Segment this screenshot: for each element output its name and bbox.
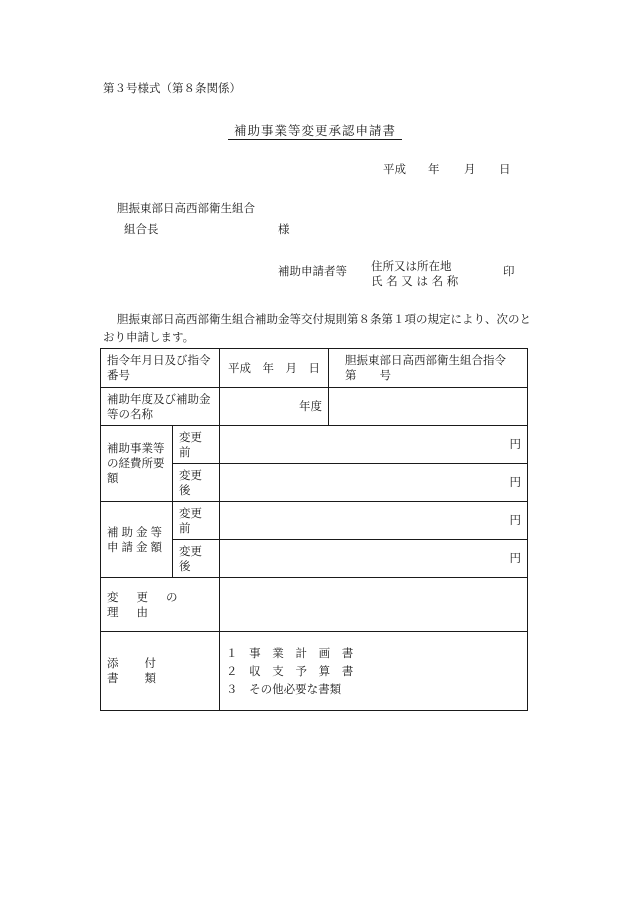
directive-label: 指令年月日及び指令番号 [101,349,220,388]
fiscal-label: 補助年度及び補助金等の名称 [101,388,220,426]
grant-before-yen: 円 [220,502,528,540]
seal-mark: 印 [503,264,515,278]
expense-label: 補助事業等の経費所要額 [101,426,173,502]
document-title [0,123,630,138]
attachment-label: 添付書類 [101,632,220,711]
fiscal-name-cell [329,388,528,426]
applicant-fields [371,259,458,289]
name-label: 氏 名 又 は 名 称 [371,274,459,288]
fiscal-row [101,388,528,426]
expense-after-yen: 円 [220,464,528,502]
form-number: 第３号様式（第８条関係） [103,81,241,95]
expense-before-label: 変更前 [173,426,220,464]
expense-before-row [101,426,528,464]
reason-cell [220,578,528,632]
directive-number-cell [329,349,528,388]
addressee-position: 組合長 [124,222,159,236]
application-table [100,348,528,711]
directive-date: 平成 年 月 日 [220,349,329,388]
expense-after-label: 変更後 [173,464,220,502]
reason-label: 変更の理由 [101,578,220,632]
applicant-label: 補助申請者等 [278,264,347,278]
date-era: 平成 [383,162,406,176]
attachment-list [220,632,528,711]
addressee-honorific: 様 [278,222,290,236]
directive-row [101,349,528,388]
attachment-item: １ 事 業 計 画 書 [226,645,354,660]
addressee-organization: 胆振東部日高西部衛生組合 [117,201,255,215]
grant-label: 補助金等申請金額 [101,502,173,578]
directive-number: 第 号 [345,368,391,382]
grant-before-label: 変更前 [173,502,220,540]
grant-after-label: 変更後 [173,540,220,578]
expense-before-yen: 円 [220,426,528,464]
reason-row [101,578,528,632]
grant-before-row [101,502,528,540]
attachment-item: ２ 収 支 予 算 書 [226,663,354,678]
document-title-text: 補助事業等変更承認申請書 [228,123,402,140]
directive-org: 胆振東部日高西部衛生組合指令 [345,353,506,367]
attachment-row [101,632,528,711]
address-label: 住所又は所在地 [371,259,452,273]
date-day: 日 [499,162,511,176]
grant-after-yen: 円 [220,540,528,578]
date-month: 月 [464,162,476,176]
body-paragraph: 胆振東部日高西部衛生組合補助金等交付規則第８条第１項の規定により、次のとおり申請します。 [103,312,531,344]
date-year: 年 [428,162,440,176]
fiscal-year: 年度 [220,388,329,426]
attachment-item: ３ その他必要な書類 [226,681,342,696]
